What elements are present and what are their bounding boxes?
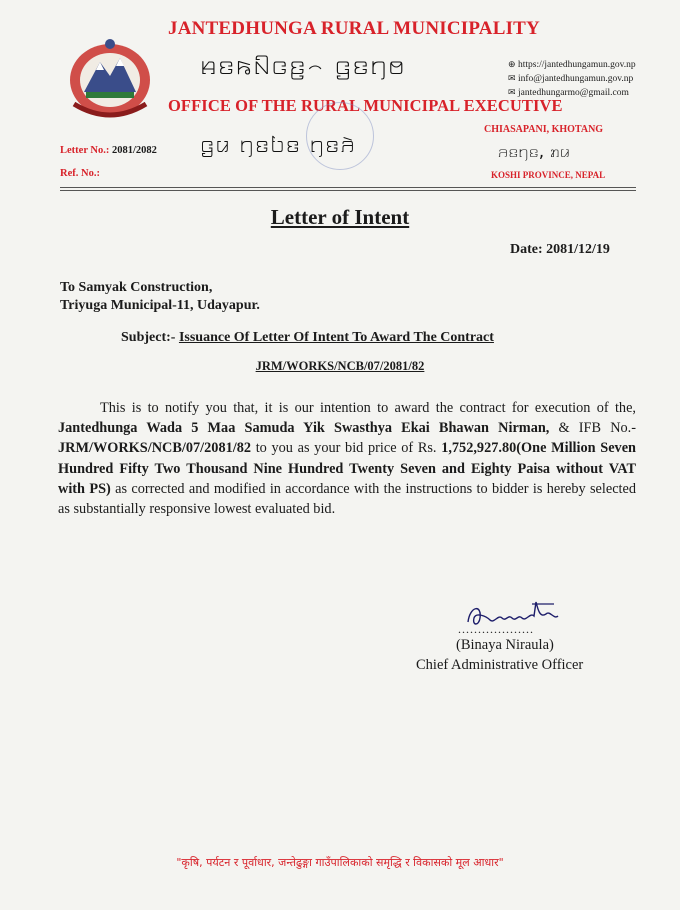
letter-number [60,145,157,156]
header-divider [60,187,636,188]
email-link-secondary[interactable]: jantedhungarmo@gmail.com [518,88,629,98]
signature-line: ................... [458,622,534,636]
municipality-name: JANTEDHUNGA RURAL MUNICIPALITY [168,18,540,39]
mail-icon: ✉ [508,73,516,83]
header-divider [60,190,636,191]
office-address-local-script: ꤏꤢꤚꤢ, ꤊꤣ [498,142,571,162]
recipient-name: To Samyak Construction, [60,280,213,295]
contact-block [508,58,636,100]
office-address: CHIASAPANI, KHOTANG [484,124,604,135]
website-link[interactable]: https://jantedhungamun.gov.np [518,60,636,70]
office-stamp [306,102,374,170]
office-name-local-script: ꤞꤣ ꤚꤢꤝꤢ ꤚꤢꤏꤧ [200,130,356,158]
email-link[interactable]: info@jantedhungamun.gov.np [518,74,634,84]
ref-number-label: Ref. No.: [60,168,100,179]
municipality-name-local-script: ꤌꤢꤒꤡꤍꤢ꤬꤮ ꤞꤢꤚꤥ [200,48,406,81]
ifb-number: JRM/WORKS/NCB/07/2081/82 [58,440,252,457]
office-name: OFFICE OF THE RURAL MUNICIPAL EXECUTIVE [168,96,563,115]
recipient-address [60,279,260,315]
letter-date: Date: 2081/12/19 [510,242,610,257]
subject-label: Subject:- [121,330,176,345]
project-name: Jantedhunga Wada 5 Maa Samuda Yik Swasthya Ekai Bhawan Nirman, [58,420,550,437]
signatory-title: Chief Administrative Officer [416,657,584,673]
body-paragraph: This is to notify you that, it is our intention to award the contract for execution of the, Jantedhunga Wada 5 Maa Samuda Yik Swasthya Ekai Bhawan Nirman, & IFB No.- JRM/WORKS/NCB/07/2081/82 to you as your bid price of Rs. 1,752,927.80(One Million Seven Hundred Fifty Two Thousand Nine Hundred Twenty Seven and Eighty Paisa without VAT with PS) as corrected and modified in accordance with the instructions to bidder is hereby selected as substantially responsive lowest evaluated bid. [58,400,637,518]
subject-line [121,330,494,346]
signatory-name: (Binaya Niraula) [456,637,554,653]
bid-amount: 1,752,927.80(One Million Seven Hundred Fifty Two Thousand Nine Hundred Twenty Seven and Eighty Paisa without VAT with PS) [58,440,636,497]
subject-text: Issuance Of Letter Of Intent To Award The Contract [178,330,494,345]
document-title: Letter of Intent [270,205,410,229]
letter-body [58,398,636,519]
letter-number-value: 2081/2082 [112,145,157,156]
letter-number-label: Letter No.: [60,145,110,156]
province: KOSHI PROVINCE, NEPAL [491,170,606,180]
contract-reference: JRM/WORKS/NCB/07/2081/82 [255,359,425,373]
municipality-emblem-icon [62,30,158,122]
footer-motto: "कृषि, पर्यटन र पूर्वाधार, जन्तेढुङ्गा गाउँपालिकाको समृद्धि र विकासको मूल आधार" [176,856,504,869]
globe-icon: ⊕ [508,59,516,69]
recipient-location: Triyuga Municipal-11, Udayapur. [60,298,260,313]
mail-icon: ✉ [508,87,516,97]
